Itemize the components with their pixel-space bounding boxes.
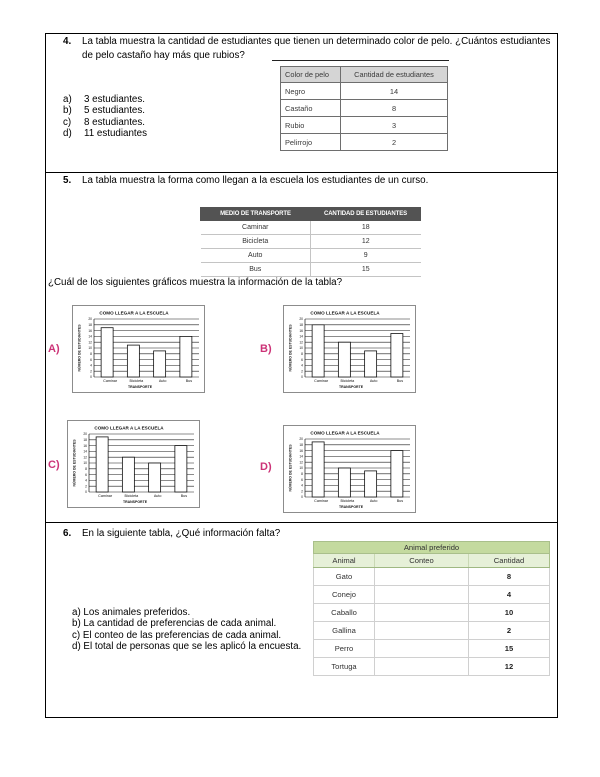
student-count-cell: 3 (341, 117, 448, 134)
animal-cell: Gato (314, 568, 375, 586)
chart-bar-bicicleta (122, 457, 134, 492)
table-row (314, 568, 550, 586)
bar-chart-option-d (283, 425, 416, 513)
chart-y-tick-label: 16 (299, 448, 303, 453)
table-row (281, 117, 448, 134)
chart-x-tick-label: Caminar (314, 499, 329, 503)
question-5-number: 5. (63, 175, 72, 186)
header-color-de-pelo: Color de pelo (281, 67, 341, 83)
option-b: b) La cantidad de preferencias de cada animal. (72, 618, 277, 630)
conteo-cell (375, 658, 469, 676)
question-6-options (72, 607, 301, 653)
chart-x-tick-label: Bus (180, 494, 188, 498)
student-count-cell: 14 (341, 83, 448, 100)
chart-bar-bicicleta (338, 342, 350, 377)
chart-title: COMO LLEGAR A LA ESCUELA (310, 310, 380, 316)
table-row (314, 604, 550, 622)
chart-bar-bicicleta (338, 468, 350, 497)
option-a: a) Los animales preferidos. (72, 607, 191, 618)
animal-cell: Conejo (314, 586, 375, 604)
chart-y-tick-label: 20 (299, 437, 303, 442)
chart-y-tick-label: 12 (299, 460, 303, 465)
cantidad-cell: 12 (469, 658, 550, 676)
table-row (201, 221, 421, 235)
table-row (201, 263, 421, 277)
chart-x-tick-label: Bus (185, 379, 193, 383)
chart-y-tick-label: 14 (299, 334, 303, 339)
transport-cell: Auto (201, 249, 311, 263)
chart-y-tick-label: 18 (299, 443, 303, 447)
option-text: 5 estudiantes. (84, 105, 146, 117)
table-row (314, 586, 550, 604)
question-5-text: La tabla muestra la forma como llegan a la escuela los estudiantes de un curso. (82, 175, 429, 186)
chart-y-tick-label: 18 (83, 438, 87, 442)
conteo-cell (375, 604, 469, 622)
chart-bar-bus (180, 336, 192, 377)
chart-bar-caminar (312, 325, 324, 377)
chart-y-tick-label: 0 (90, 375, 92, 380)
chart-x-tick-label: Auto (369, 499, 378, 503)
chart-y-axis-label: NÚMERO DE ESTUDIANTES (77, 324, 82, 372)
chart-y-tick-label: 14 (299, 454, 303, 459)
chart-bar-auto (149, 463, 161, 492)
option-letter: c) (63, 116, 72, 128)
chart-y-tick-label: 20 (83, 432, 87, 437)
table-header-row (314, 554, 550, 568)
chart-y-tick-label: 4 (301, 363, 303, 368)
chart-y-tick-label: 8 (301, 352, 303, 356)
chart-y-tick-label: 12 (83, 455, 87, 460)
bar-chart-option-b (283, 305, 416, 393)
hair-color-cell: Castaño (281, 100, 341, 117)
animal-cell: Gallina (314, 622, 375, 640)
chart-bar-auto (365, 471, 377, 497)
chart-y-axis-label: NÚMERO DE ESTUDIANTES (72, 439, 77, 487)
student-count-cell: 9 (311, 249, 421, 263)
chart-x-tick-label: Bicicleta (340, 379, 355, 383)
question-4-text-line-2: de pelo castaño hay más que rubios? (82, 50, 245, 61)
animal-cell: Perro (314, 640, 375, 658)
chart-x-tick-label: Auto (158, 379, 167, 383)
table-row (314, 640, 550, 658)
student-count-cell: 2 (341, 134, 448, 151)
conteo-cell (375, 586, 469, 604)
chart-y-tick-label: 12 (299, 340, 303, 345)
section-divider (45, 522, 558, 523)
cantidad-cell: 4 (469, 586, 550, 604)
chart-y-tick-label: 14 (88, 334, 92, 339)
chart-y-tick-label: 8 (90, 352, 92, 356)
cantidad-cell: 10 (469, 604, 550, 622)
chart-title: COMO LLEGAR A LA ESCUELA (94, 425, 164, 431)
table-title: Animal preferido (314, 542, 550, 554)
table-row (201, 235, 421, 249)
chart-y-tick-label: 20 (299, 317, 303, 322)
conteo-cell (375, 568, 469, 586)
chart-x-tick-label: Bus (396, 499, 404, 503)
table-header-row (201, 208, 421, 221)
chart-bar-bus (391, 451, 403, 497)
chart-y-tick-label: 18 (88, 323, 92, 327)
chart-x-tick-label: Bicicleta (124, 494, 139, 498)
chart-y-tick-label: 18 (299, 323, 303, 327)
chart-x-tick-label: Caminar (98, 494, 113, 498)
student-count-cell: 15 (311, 263, 421, 277)
option-b (63, 105, 147, 116)
transport-table (200, 207, 421, 277)
table-header-row (281, 67, 448, 83)
option-d: d) El total de personas que se les aplicó la encuesta. (72, 641, 302, 653)
chart-y-tick-label: 2 (301, 489, 303, 494)
header-medio-de-transporte: MEDIO DE TRANSPORTE (201, 208, 311, 221)
chart-bar-bus (391, 334, 403, 378)
chart-title: COMO LLEGAR A LA ESCUELA (310, 430, 380, 436)
table-row (314, 622, 550, 640)
chart-x-axis-label: TRANSPORTE (338, 505, 364, 509)
option-d (63, 128, 147, 139)
chart-y-tick-label: 2 (301, 369, 303, 374)
chart-y-tick-label: 10 (299, 346, 303, 351)
chart-option-b-label: B) (260, 343, 272, 355)
chart-x-tick-label: Caminar (103, 379, 118, 383)
chart-x-tick-label: Bus (396, 379, 404, 383)
table-row (281, 100, 448, 117)
chart-y-axis-label: NÚMERO DE ESTUDIANTES (288, 324, 293, 372)
bar-chart-option-c (67, 420, 200, 508)
chart-y-tick-label: 6 (301, 477, 303, 482)
chart-x-axis-label: TRANSPORTE (127, 385, 153, 389)
chart-y-tick-label: 14 (83, 449, 87, 454)
conteo-cell (375, 640, 469, 658)
chart-y-tick-label: 0 (301, 495, 303, 500)
favorite-animal-table (313, 541, 550, 676)
option-letter: b) (63, 105, 72, 117)
chart-y-tick-label: 0 (85, 490, 87, 495)
chart-x-tick-label: Auto (369, 379, 378, 383)
question-4-text-line-1: La tabla muestra la cantidad de estudiantes que tienen un determinado color de pelo. ¿Cuántos estudiantes (82, 36, 551, 47)
chart-x-axis-label: TRANSPORTE (338, 385, 364, 389)
chart-bar-bus (175, 446, 187, 492)
question-5-prompt: ¿Cuál de los siguientes gráficos muestra la información de la tabla? (48, 277, 343, 288)
section-divider (45, 172, 558, 173)
chart-bar-caminar (96, 437, 108, 492)
option-letter: d) (63, 128, 72, 140)
header-animal: Animal (314, 554, 375, 568)
chart-y-tick-label: 0 (301, 375, 303, 380)
chart-y-tick-label: 8 (85, 467, 87, 471)
chart-y-tick-label: 4 (90, 363, 92, 368)
option-text: 8 estudiantes. (84, 116, 146, 128)
cantidad-cell: 8 (469, 568, 550, 586)
chart-y-tick-label: 20 (88, 317, 92, 322)
cantidad-cell: 2 (469, 622, 550, 640)
cantidad-cell: 15 (469, 640, 550, 658)
question-4-number: 4. (63, 36, 72, 47)
chart-x-tick-label: Bicicleta (129, 379, 144, 383)
option-letter: a) (63, 94, 72, 105)
transport-cell: Bicicleta (201, 235, 311, 249)
hair-color-cell: Pelirrojo (281, 134, 341, 151)
student-count-cell: 18 (311, 221, 421, 235)
answer-blank-line (272, 60, 449, 61)
chart-y-tick-label: 16 (88, 328, 92, 333)
table-row (281, 134, 448, 151)
question-4-options (63, 94, 147, 140)
option-c (63, 117, 147, 128)
chart-x-tick-label: Caminar (314, 379, 329, 383)
chart-y-tick-label: 10 (83, 461, 87, 466)
chart-bar-caminar (101, 328, 113, 377)
option-c: c) El conteo de las preferencias de cada animal. (72, 629, 282, 641)
student-count-cell: 12 (311, 235, 421, 249)
chart-x-tick-label: Bicicleta (340, 499, 355, 503)
chart-bar-auto (365, 351, 377, 377)
chart-bar-bicicleta (127, 345, 139, 377)
chart-option-d-label: D) (260, 461, 272, 473)
chart-y-tick-label: 4 (301, 483, 303, 488)
chart-y-tick-label: 10 (299, 466, 303, 471)
chart-y-tick-label: 12 (88, 340, 92, 345)
hair-color-cell: Rubio (281, 117, 341, 134)
table-row (281, 83, 448, 100)
option-a (63, 94, 147, 105)
chart-x-tick-label: Auto (153, 494, 162, 498)
chart-y-axis-label: NÚMERO DE ESTUDIANTES (288, 444, 293, 492)
conteo-cell (375, 622, 469, 640)
chart-y-tick-label: 6 (85, 472, 87, 477)
chart-option-c-label: C) (48, 459, 60, 471)
chart-y-tick-label: 2 (90, 369, 92, 374)
animal-cell: Tortuga (314, 658, 375, 676)
chart-y-tick-label: 6 (301, 357, 303, 362)
chart-option-a-label: A) (48, 343, 60, 355)
chart-y-tick-label: 16 (299, 328, 303, 333)
table-row (201, 249, 421, 263)
table-title-row (314, 542, 550, 554)
chart-y-tick-label: 6 (90, 357, 92, 362)
animal-cell: Caballo (314, 604, 375, 622)
header-cantidad-de-estudiantes: Cantidad de estudiantes (341, 67, 448, 83)
option-text: 3 estudiantes. (84, 94, 146, 105)
question-6-text: En la siguiente tabla, ¿Qué información falta? (82, 528, 281, 539)
transport-cell: Bus (201, 263, 311, 277)
transport-cell: Caminar (201, 221, 311, 235)
chart-y-tick-label: 16 (83, 443, 87, 448)
chart-title: COMO LLEGAR A LA ESCUELA (99, 310, 169, 316)
table-row (314, 658, 550, 676)
header-cantidad-de-estudiantes: CANTIDAD DE ESTUDIANTES (311, 208, 421, 221)
hair-color-cell: Negro (281, 83, 341, 100)
chart-bar-auto (154, 351, 166, 377)
chart-y-tick-label: 10 (88, 346, 92, 351)
chart-y-tick-label: 4 (85, 478, 87, 483)
header-cantidad: Cantidad (469, 554, 550, 568)
student-count-cell: 8 (341, 100, 448, 117)
chart-y-tick-label: 8 (301, 472, 303, 476)
header-conteo: Conteo (375, 554, 469, 568)
chart-x-axis-label: TRANSPORTE (122, 500, 148, 504)
hair-color-table (280, 66, 448, 151)
question-6-number: 6. (63, 528, 72, 539)
chart-bar-caminar (312, 442, 324, 497)
bar-chart-option-a (72, 305, 205, 393)
option-text: 11 estudiantes (84, 128, 148, 140)
chart-y-tick-label: 2 (85, 484, 87, 489)
